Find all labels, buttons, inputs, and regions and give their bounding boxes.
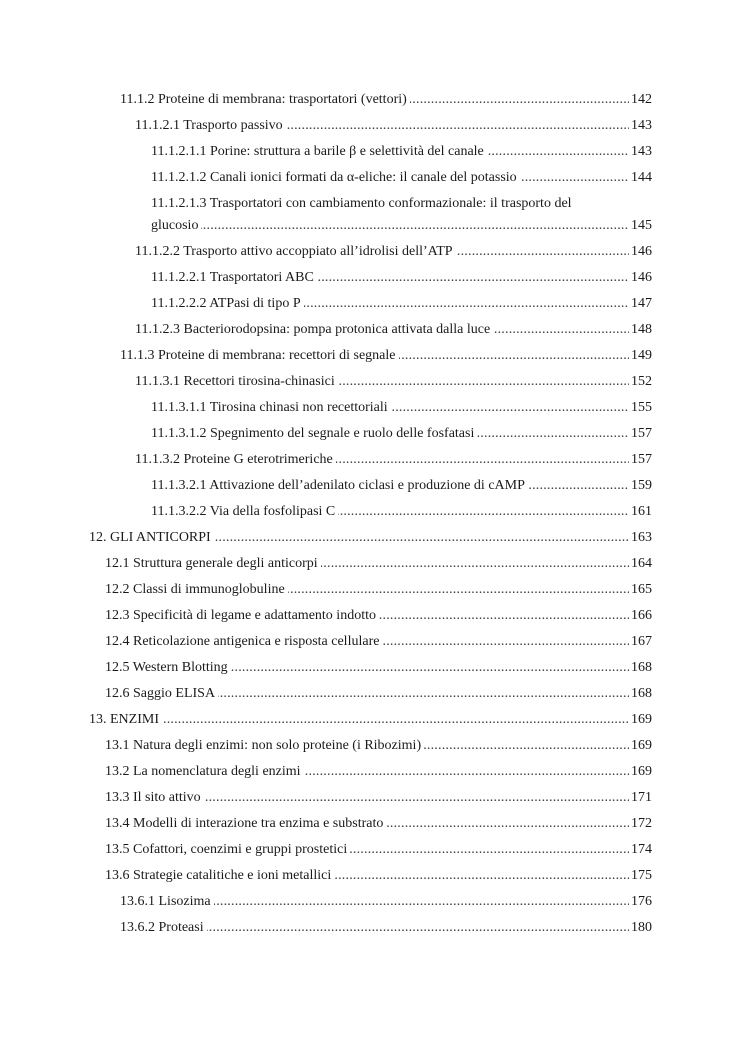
toc-entry-title: 11.1.2 Proteine di membrana: trasportatori (vettori) (120, 92, 410, 107)
toc-entry[interactable] (151, 499, 652, 525)
toc-entry-page: 172 (629, 813, 652, 835)
toc-entry-page: 152 (629, 371, 652, 393)
toc-entry-page: 144 (629, 167, 652, 189)
toc-entry[interactable] (105, 551, 652, 577)
toc-entry[interactable] (105, 837, 652, 863)
toc-entry[interactable] (105, 863, 652, 889)
toc-entry-page: 176 (629, 891, 652, 913)
toc-entry-title: 11.1.3.2 Proteine G eterotrimeriche (135, 452, 336, 467)
toc-entry-title: 13.3 Il sito attivo (105, 790, 204, 805)
toc-entry[interactable] (135, 113, 652, 139)
toc-entry-page: 148 (629, 319, 652, 341)
toc-entry-page: 143 (629, 115, 652, 137)
toc-entry[interactable] (105, 733, 652, 759)
toc-entry[interactable] (151, 421, 652, 447)
table-of-contents (0, 87, 652, 941)
toc-entry[interactable] (135, 369, 652, 395)
toc-entry-title: 11.1.3.2.1 Attivazione dell’adenilato ciclasi e produzione di cAMP (151, 478, 528, 493)
toc-entry-page: 164 (629, 553, 652, 575)
toc-entry[interactable] (135, 447, 652, 473)
toc-entry-page: 163 (629, 527, 652, 549)
toc-entry[interactable] (89, 707, 652, 733)
toc-entry[interactable] (135, 317, 652, 343)
toc-entry-title: 11.1.2.1 Trasporto passivo (135, 118, 286, 133)
toc-entry-page: 145 (629, 215, 652, 237)
toc-entry[interactable] (105, 681, 652, 707)
toc-entry-page: 147 (629, 293, 652, 315)
toc-entry-title: 12.2 Classi di immunoglobuline (105, 582, 288, 597)
toc-entry[interactable] (105, 785, 652, 811)
toc-entry-page: 155 (629, 397, 652, 419)
toc-entry-page: 169 (629, 709, 652, 731)
toc-entry[interactable] (120, 87, 652, 113)
toc-entry-title: 11.1.3.2.2 Via della fosfolipasi C (151, 504, 338, 519)
toc-entry-page: 161 (629, 501, 652, 523)
toc-entry[interactable] (105, 759, 652, 785)
toc-entry-title: 12.6 Saggio ELISA (105, 686, 218, 701)
toc-entry[interactable] (151, 191, 652, 239)
toc-entry-page: 166 (629, 605, 652, 627)
toc-entry-page: 180 (629, 917, 652, 939)
toc-entry-title: 11.1.2.1.3 Trasportatori con cambiamento conformazionale: il trasporto del glucosio (151, 196, 572, 233)
toc-entry[interactable] (105, 577, 652, 603)
toc-entry-page: 168 (629, 657, 652, 679)
toc-entry-title: 11.1.3 Proteine di membrana: recettori di segnale (120, 348, 399, 363)
toc-entry-title: 11.1.2.2.2 ATPasi di tipo P (151, 296, 304, 311)
toc-entry[interactable] (135, 239, 652, 265)
toc-entry-title: 11.1.2.2 Trasporto attivo accoppiato all’idrolisi dell’ATP (135, 244, 456, 259)
toc-entry-title: 12.5 Western Blotting (105, 660, 231, 675)
toc-entry-title: 11.1.3.1.2 Spegnimento del segnale e ruolo delle fosfatasi (151, 426, 477, 441)
toc-entry-page: 171 (629, 787, 652, 809)
toc-entry-title: 11.1.3.1 Recettori tirosina-chinasici (135, 374, 338, 389)
toc-entry-title: 12. GLI ANTICORPI (89, 530, 214, 545)
toc-entry[interactable] (120, 889, 652, 915)
toc-entry[interactable] (105, 603, 652, 629)
toc-entry-page: 146 (629, 267, 652, 289)
toc-entry-title: 11.1.2.1.1 Porine: struttura a barile β e selettività del canale (151, 144, 487, 159)
toc-entry[interactable] (151, 395, 652, 421)
toc-entry-title: 11.1.2.1.2 Canali ionici formati da α-eliche: il canale del potassio (151, 170, 520, 185)
toc-entry-page: 142 (629, 89, 652, 111)
toc-entry-page: 159 (629, 475, 652, 497)
toc-entry-page: 157 (629, 423, 652, 445)
toc-entry-page: 143 (629, 141, 652, 163)
toc-entry[interactable] (120, 915, 652, 941)
toc-entry-title: 12.4 Reticolazione antigenica e risposta cellulare (105, 634, 382, 649)
toc-entry-page: 167 (629, 631, 652, 653)
toc-entry-title: 13.2 La nomenclatura degli enzimi (105, 764, 304, 779)
toc-entry-title: 13. ENZIMI (89, 712, 162, 727)
toc-entry[interactable] (105, 655, 652, 681)
toc-entry[interactable] (105, 811, 652, 837)
toc-entry-title: 11.1.2.3 Bacteriorodopsina: pompa protonica attivata dalla luce (135, 322, 493, 337)
toc-entry-page: 175 (629, 865, 652, 887)
toc-entry-page: 174 (629, 839, 652, 861)
toc-entry-title: 13.6 Strategie catalitiche e ioni metallici (105, 868, 334, 883)
toc-entry-title: 13.1 Natura degli enzimi: non solo proteine (i Ribozimi) (105, 738, 424, 753)
toc-entry-title: 12.1 Struttura generale degli anticorpi (105, 556, 321, 571)
toc-entry-title: 11.1.3.1.1 Tirosina chinasi non recettoriali (151, 400, 391, 415)
toc-entry-page: 168 (629, 683, 652, 705)
toc-entry[interactable] (151, 473, 652, 499)
toc-entry-page: 157 (629, 449, 652, 471)
toc-entry-page: 169 (629, 761, 652, 783)
toc-entry-title: 12.3 Specificità di legame e adattamento indotto (105, 608, 379, 623)
toc-entry-title: 13.6.1 Lisozima (120, 894, 214, 909)
toc-entry[interactable] (151, 165, 652, 191)
toc-entry[interactable] (120, 343, 652, 369)
toc-entry-title: 13.5 Cofattori, coenzimi e gruppi prostetici (105, 842, 350, 857)
toc-entry-title: 13.6.2 Proteasi (120, 920, 207, 935)
toc-entry-page: 165 (629, 579, 652, 601)
toc-entry[interactable] (151, 265, 652, 291)
toc-entry[interactable] (89, 525, 652, 551)
toc-entry[interactable] (151, 291, 652, 317)
toc-entry-page: 149 (629, 345, 652, 367)
toc-entry-title: 13.4 Modelli di interazione tra enzima e substrato (105, 816, 386, 831)
toc-entry[interactable] (151, 139, 652, 165)
toc-entry[interactable] (105, 629, 652, 655)
toc-entry-page: 169 (629, 735, 652, 757)
toc-entry-page: 146 (629, 241, 652, 263)
toc-entry-title: 11.1.2.2.1 Trasportatori ABC (151, 270, 317, 285)
